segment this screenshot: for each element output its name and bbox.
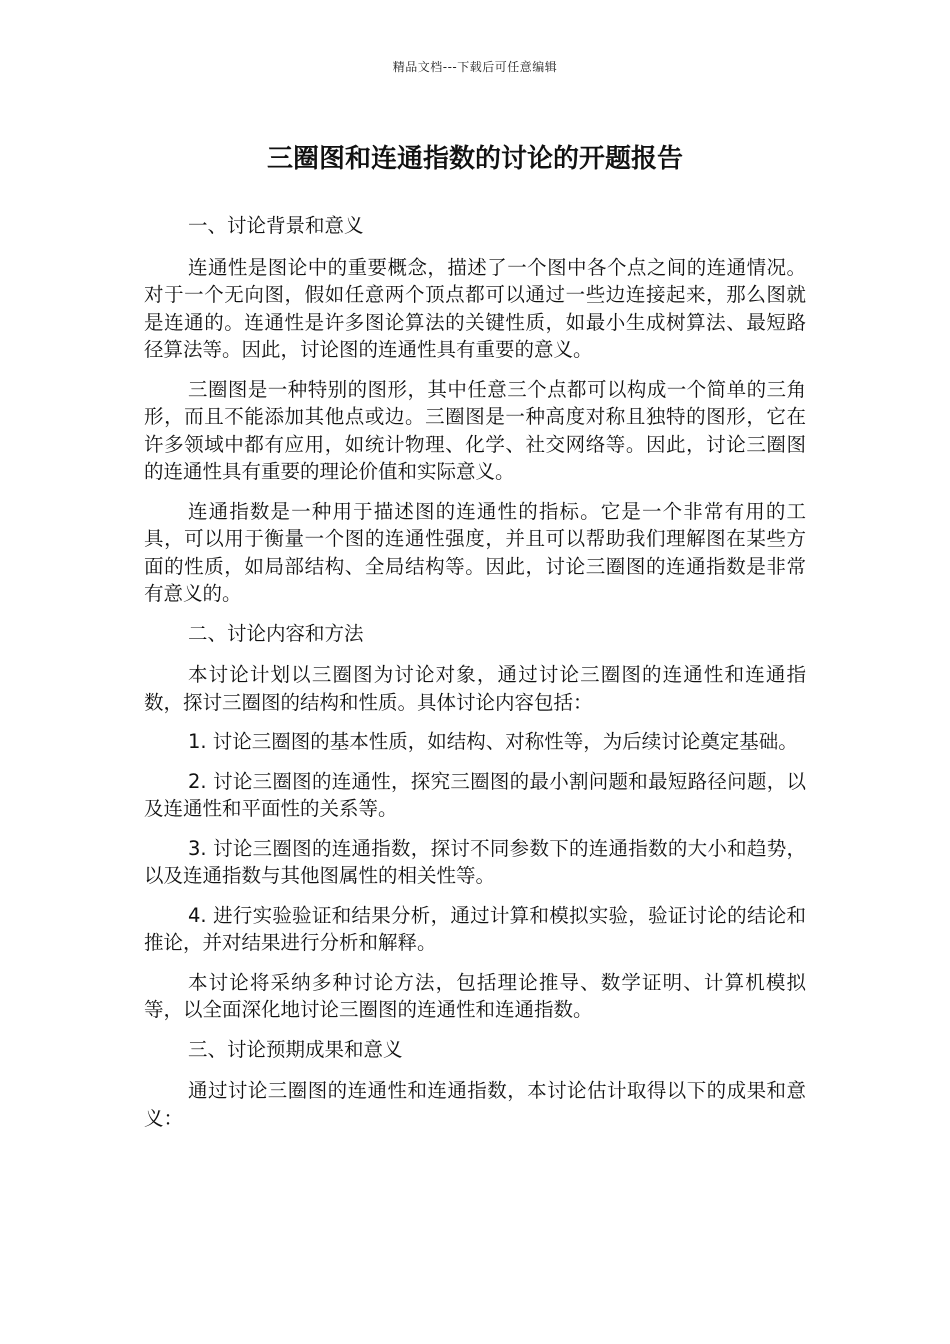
header-note: 精品文档---下载后可任意编辑 [392, 60, 558, 74]
document-body [144, 212, 806, 1144]
section-2-intro: 本讨论计划以三圈图为讨论对象，通过讨论三圈图的连通性和连通指数，探讨三圈图的结构和性质。具体讨论内容包括： [144, 663, 806, 714]
section-3-intro: 通过讨论三圈图的连通性和连通指数，本讨论估计取得以下的成果和意义： [144, 1079, 806, 1130]
section-1-heading: 一、讨论背景和意义 [188, 214, 364, 237]
section-2-item-4: 4. 进行实验验证和结果分析，通过计算和模拟实验，验证讨论的结论和推论，并对结果进行分析和解释。 [144, 903, 806, 954]
section-2-item-2: 2. 讨论三圈图的连通性，探究三圈图的最小割问题和最短路径问题，以及连通性和平面性的关系等。 [144, 769, 806, 820]
document-title: 三圈图和连通指数的讨论的开题报告 [266, 144, 683, 174]
section-2-heading: 二、讨论内容和方法 [188, 621, 364, 645]
section-1-paragraph-2: 三圈图是一种特别的图形，其中任意三个点都可以构成一个简单的三角形，而且不能添加其他点或边。三圈图是一种高度对称且独特的图形，它在许多领域中都有应用，如统计物理、化学、社交网络等。因此，讨论三圈图的连通性具有重要的理论价值和实际意义。 [144, 377, 806, 483]
section-2-methods: 本讨论将采纳多种讨论方法，包括理论推导、数学证明、计算机模拟等，以全面深化地讨论三圈图的连通性和连通指数。 [144, 970, 806, 1021]
section-1-paragraph-3: 连通指数是一种用于描述图的连通性的指标。它是一个非常有用的工具，可以用于衡量一个图的连通性强度，并且可以帮助我们理解图在某些方面的性质，如局部结构、全局结构等。因此，讨论三圈图的连通指数是非常有意义的。 [144, 499, 806, 605]
section-2-item-3: 3. 讨论三圈图的连通指数，探讨不同参数下的连通指数的大小和趋势，以及连通指数与其他图属性的相关性等。 [144, 836, 806, 887]
section-2-item-1: 1. 讨论三圈图的基本性质，如结构、对称性等，为后续讨论奠定基础。 [188, 730, 798, 753]
section-1-paragraph-1: 连通性是图论中的重要概念，描述了一个图中各个点之间的连通情况。对于一个无向图，假如任意两个顶点都可以通过一些边连接起来，那么图就是连通的。连通性是许多图论算法的关键性质，如最小生成树算法、最短路径算法等。因此，讨论图的连通性具有重要的意义。 [144, 255, 806, 361]
section-3-heading: 三、讨论预期成果和意义 [188, 1037, 403, 1061]
